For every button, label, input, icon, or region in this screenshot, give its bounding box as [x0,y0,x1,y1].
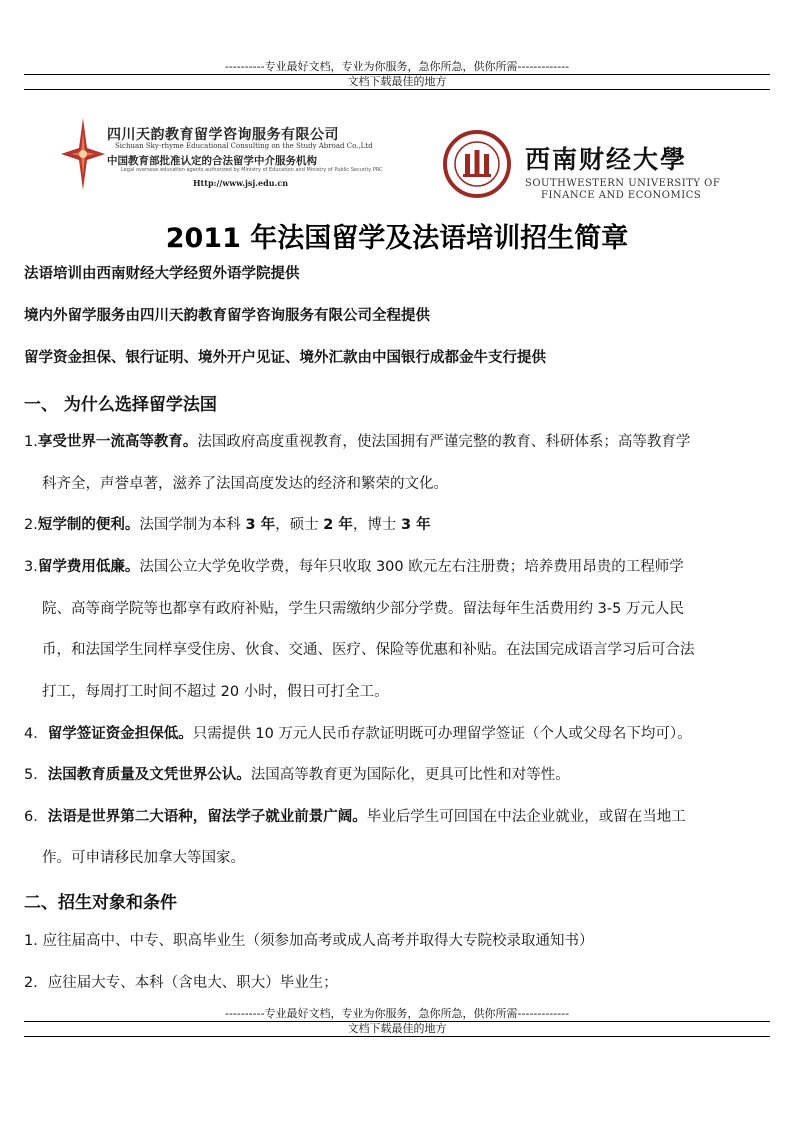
swufe-logo [443,120,743,200]
item-number: 3. [24,559,38,575]
item-bold-lead: 享受世界一流高等教育。 [37,434,198,450]
item-text: ，硕士 [275,517,324,533]
university-seal-icon [443,130,511,198]
page-header-tagline: 文档下载最佳的地方 [347,75,447,88]
reason-item-5 [24,765,770,785]
reason-item-3 [24,557,770,577]
item-text: 法国公立大学免收学费，每年只收取 300 欧元左右注册费；培养费用昂贵的工程师学 [139,559,684,575]
item-value: 3 年 [245,517,276,533]
header-rule-bottom [24,89,770,90]
section-1-heading: 一、 为什么选择留学法国 [24,395,217,415]
logo-banner [55,110,745,210]
item-value: 3 年 [400,517,431,533]
item-text: 法国政府高度重视教育，使法国拥有严谨完整的教育、科研体系；高等教育学 [197,434,691,450]
reason-item-3-cont-1: 院、高等商学院等也都享有政府补贴，学生只需缴纳少部分学费。留法每年生活费用约 3-5 万元人民 [42,601,684,617]
item-bold-lead: 短学制的便利。 [37,517,140,533]
document-title: 2011 年法国留学及法语培训招生简章 [165,223,629,254]
item-bold-lead: 法语是世界第二大语种，留法学子就业前景广阔。 [47,809,367,825]
university-en-name-line2: FINANCE AND ECONOMICS [541,190,702,201]
eligibility-item-1: 1. 应往届高中、中专、职高毕业生（须参加高考或成人高考并取得大专院校录取通知书） [24,933,594,949]
item-text: 只需提供 10 万元人民币存款证明既可办理留学签证（个人或父母名下均可）。 [192,726,692,742]
agency-url: Http://www.jsj.edu.cn [193,178,289,188]
reason-item-6-cont: 作。可申请移民加拿大等国家。 [42,850,245,866]
reason-item-6 [24,807,770,827]
item-text: 毕业后学生可回国在中法企业就业，或留在当地工 [366,809,686,825]
page-header-slogan: ----------专业最好文档，专业为你服务，急你所急，供你所需------------- [224,60,570,73]
eligibility-item-2: 2．应往届大专、本科（含电大、职大）毕业生； [24,975,338,991]
agency-cn-subtitle: 中国教育部批准认定的合法留学中介服务机构 [107,155,317,167]
page-footer [24,1007,770,1037]
agency-en-subtitle: Legal overseas education agents authorized by Ministry of Education and Ministry of Public Security PRC [121,167,383,173]
section-2-heading: 二、招生对象和条件 [24,893,177,913]
item-bold-lead: 留学费用低廉。 [37,559,140,575]
item-text: ，博士 [352,517,401,533]
reason-item-3-cont-2: 币，和法国学生同样享受住房、伙食、交通、医疗、保险等优惠和补贴。在法国完成语言学习后可合法 [42,642,695,658]
intro-line-3: 留学资金担保、银行证明、境外开户见证、境外汇款由中国银行成都金牛支行提供 [24,350,546,366]
item-number: 6． [24,809,48,825]
reason-item-1 [24,432,770,452]
intro-line-2: 境内外留学服务由四川天韵教育留学咨询服务有限公司全程提供 [24,308,430,324]
item-bold-lead: 留学签证资金担保低。 [47,726,193,742]
university-en-name-line1: SOUTHWESTERN UNIVERSITY OF [525,178,721,189]
university-cn-name: 西南财经大學 [525,145,688,174]
compass-star-icon [61,118,105,190]
reason-item-1-cont: 科齐全，声誉卓著，滋养了法国高度发达的经济和繁荣的文化。 [42,476,448,492]
intro-line-1: 法语培训由西南财经大学经贸外语学院提供 [24,266,300,282]
reason-item-3-cont-3: 打工，每周打工时间不超过 20 小时，假日可打全工。 [42,684,389,700]
sky-rhyme-logo [55,110,383,206]
item-number: 4． [24,726,48,742]
reason-item-4 [24,724,770,744]
agency-cn-name: 四川天韵教育留学咨询服务有限公司 [107,127,339,143]
agency-en-name: Sichuan Sky-rhyme Educational Consulting on the Study Abroad Co.,Ltd [115,142,373,150]
reason-item-2 [24,515,770,535]
item-text: 法国学制为本科 [139,517,246,533]
page-footer-tagline: 文档下载最佳的地方 [347,1022,447,1035]
item-value: 2 年 [323,517,353,533]
footer-rule-bottom [24,1036,770,1037]
item-text: 法国高等教育更为国际化，更具可比性和对等性。 [250,767,570,783]
page-footer-slogan: ----------专业最好文档，专业为你服务，急你所急，供你所需------------- [224,1007,570,1020]
item-bold-lead: 法国教育质量及文凭世界公认。 [47,767,251,783]
page-header [24,60,770,90]
item-number: 5． [24,767,48,783]
item-number: 1. [24,434,38,450]
item-number: 2. [24,517,38,533]
